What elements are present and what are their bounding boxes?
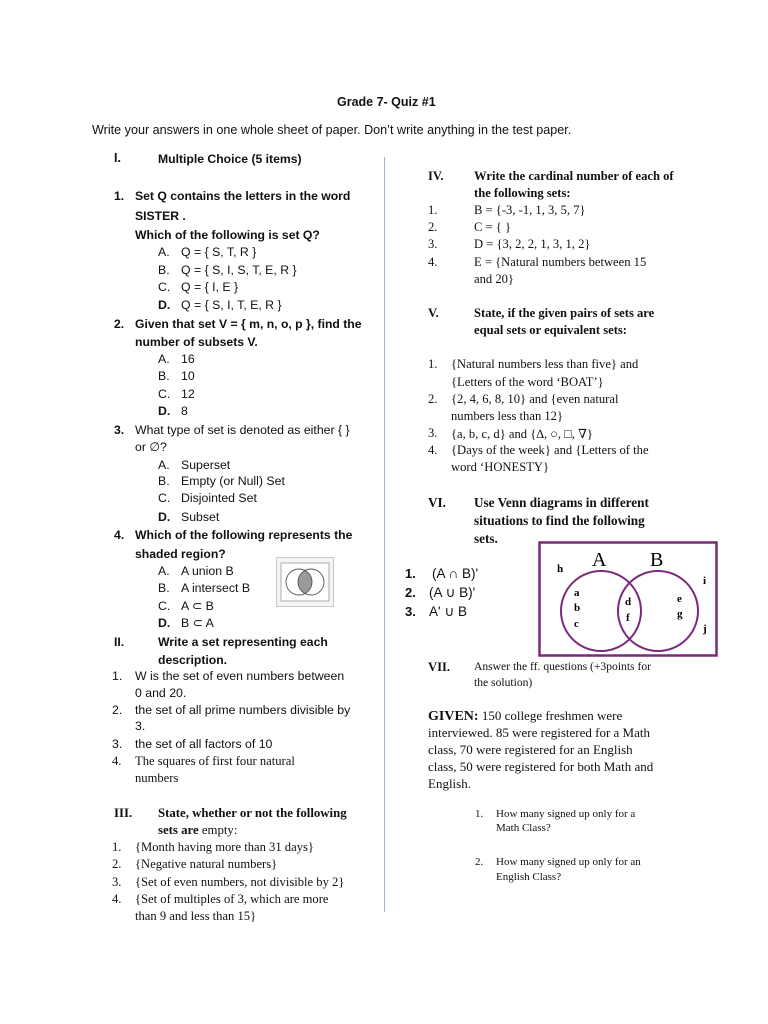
item-text: word ‘HONESTY} xyxy=(451,460,550,474)
option-text: 12 xyxy=(181,387,195,401)
question-number: 2. xyxy=(114,317,125,331)
section-numeral: V. xyxy=(428,306,439,320)
venn-element: e xyxy=(677,593,682,605)
option-text: B ⊂ A xyxy=(181,616,214,630)
item-text: C = { } xyxy=(474,220,512,234)
section-heading xyxy=(158,822,237,840)
item-number: 1. xyxy=(428,203,438,217)
item-number: 1. xyxy=(112,669,123,683)
given-line: English. xyxy=(428,776,471,791)
given-line: interviewed. 85 were registered for a Math xyxy=(428,725,650,740)
option-text: A union B xyxy=(181,564,234,578)
given-line: 150 college freshmen were xyxy=(478,708,623,723)
option-letter: A. xyxy=(158,245,170,259)
section-heading: State, whether or not the following xyxy=(158,806,347,820)
item-text: {Natural numbers less than five} and xyxy=(451,357,639,371)
venn-element: f xyxy=(626,612,630,624)
given-line: class, 70 were registered for an English xyxy=(428,742,633,757)
item-number: 3. xyxy=(428,426,438,440)
column-divider xyxy=(384,157,385,912)
option-text: Empty (or Null) Set xyxy=(181,474,285,488)
question-text: SISTER . xyxy=(135,209,186,223)
question-text: Given that set V = { m, n, o, p }, find the xyxy=(135,317,362,331)
section-heading: Use Venn diagrams in different xyxy=(474,495,649,510)
question-number: 2. xyxy=(475,856,484,868)
item-text: the set of all prime numbers divisible by xyxy=(135,703,351,717)
item-number: 2. xyxy=(405,585,416,600)
item-number: 4. xyxy=(112,892,122,906)
section-numeral: IV. xyxy=(428,169,444,183)
venn-element: j xyxy=(703,623,707,635)
item-text: than 9 and less than 15} xyxy=(135,909,257,923)
section-heading: sets. xyxy=(474,531,498,546)
item-text: {Negative natural numbers} xyxy=(135,857,278,871)
item-number: 3. xyxy=(112,875,122,889)
option-text: Disjointed Set xyxy=(181,491,257,505)
section-numeral: II. xyxy=(114,635,125,649)
section-heading: Answer the ff. questions (+3points for xyxy=(474,660,651,673)
option-letter: B. xyxy=(158,474,170,488)
option-letter: C. xyxy=(158,280,171,294)
section-heading: the following sets: xyxy=(474,186,571,200)
venn-element: i xyxy=(703,575,707,587)
item-text: The squares of first four natural xyxy=(135,754,295,768)
item-text: W is the set of even numbers between xyxy=(135,669,345,683)
item-number: 2. xyxy=(112,703,123,717)
item-text: {a, b, c, d} and {∆, ○, □, ∇} xyxy=(451,427,593,441)
section-heading: equal sets or equivalent sets: xyxy=(474,323,627,337)
item-text: {Set of even numbers, not divisible by 2} xyxy=(135,875,345,889)
option-letter: D. xyxy=(158,616,171,630)
option-text: 8 xyxy=(181,404,188,418)
option-text: Subset xyxy=(181,510,220,524)
option-text: Superset xyxy=(181,458,231,472)
option-text: 10 xyxy=(181,369,195,383)
question-text: number of subsets V. xyxy=(135,335,258,349)
venn-diagram xyxy=(538,541,718,657)
question-text: What type of set is denoted as either { } xyxy=(135,423,350,437)
option-letter: D. xyxy=(158,510,171,524)
option-letter: A. xyxy=(158,564,170,578)
item-number: 2. xyxy=(112,857,122,871)
item-number: 4. xyxy=(428,255,438,269)
item-text: (A ∪ B)' xyxy=(429,585,476,600)
venn-element: g xyxy=(677,608,683,620)
option-letter: C. xyxy=(158,599,171,613)
item-text: {2, 4, 6, 8, 10} and {even natural xyxy=(451,392,619,406)
item-number: 3. xyxy=(405,604,416,619)
venn-element: d xyxy=(625,596,632,608)
option-text: A ⊂ B xyxy=(181,599,214,613)
section-heading: situations to find the following xyxy=(474,513,645,528)
section-heading: State, if the given pairs of sets are xyxy=(474,306,655,320)
option-letter: D. xyxy=(158,404,171,418)
option-letter: B. xyxy=(158,581,170,595)
item-text: D = {3, 2, 2, 1, 3, 1, 2} xyxy=(474,237,591,251)
question-text: Set Q contains the letters in the word xyxy=(135,189,351,203)
heading-plain-part: empty: xyxy=(198,823,238,837)
venn-label-a: A xyxy=(592,549,607,571)
page-title: Grade 7- Quiz #1 xyxy=(337,95,436,109)
option-letter: B. xyxy=(158,369,170,383)
item-number: 2. xyxy=(428,220,438,234)
item-number: 4. xyxy=(428,443,438,457)
heading-bold-part: sets are xyxy=(158,823,199,837)
option-text: 16 xyxy=(181,352,195,366)
item-text: 0 and 20. xyxy=(135,686,187,700)
item-text: {Letters of the word ‘BOAT’} xyxy=(451,375,604,389)
option-letter: B. xyxy=(158,263,170,277)
item-number: 1. xyxy=(428,357,438,371)
option-text: Q = { I, E } xyxy=(181,280,239,294)
section-heading: Multiple Choice (5 items) xyxy=(158,152,302,166)
option-text: Q = { S, I, S, T, E, R } xyxy=(181,263,297,277)
venn-element: a xyxy=(574,587,580,599)
option-text: Q = { S, T, R } xyxy=(181,245,257,259)
item-text: {Days of the week} and {Letters of the xyxy=(451,443,649,457)
item-text: numbers less than 12} xyxy=(451,409,564,423)
section-heading: Write a set representing each xyxy=(158,635,328,649)
item-text: B = {-3, -1, 1, 3, 5, 7} xyxy=(474,203,586,217)
item-number: 3. xyxy=(112,737,123,751)
item-number: 4. xyxy=(112,754,122,768)
option-text: Q = { S, I, T, E, R } xyxy=(181,298,282,312)
question-text: Which of the following represents the xyxy=(135,528,353,542)
section-numeral: VI. xyxy=(428,495,446,510)
question-number: 4. xyxy=(114,528,125,542)
question-number: 3. xyxy=(114,423,125,437)
question-text: Math Class? xyxy=(496,822,551,834)
section-numeral: I. xyxy=(114,151,121,165)
question-text: Which of the following is set Q? xyxy=(135,228,320,242)
section-numeral: III. xyxy=(114,806,133,820)
item-number: 2. xyxy=(428,392,438,406)
given-line: class, 50 were registered for both Math and xyxy=(428,759,654,774)
option-letter: D. xyxy=(158,298,171,312)
item-text: {Month having more than 31 days} xyxy=(135,840,314,854)
item-text: A' ∪ B xyxy=(429,604,467,619)
question-text: How many signed up only for an xyxy=(496,856,641,868)
venn-element: h xyxy=(557,563,564,575)
item-text: (A ∩ B)' xyxy=(432,566,479,581)
item-text: numbers xyxy=(135,771,179,785)
venn-label-b: B xyxy=(650,549,664,571)
option-letter: C. xyxy=(158,387,171,401)
section-numeral: VII. xyxy=(428,660,451,674)
item-text: E = {Natural numbers between 15 xyxy=(474,255,647,269)
venn-element: b xyxy=(574,602,581,614)
question-number: 1. xyxy=(475,808,484,820)
question-text: or ∅? xyxy=(135,440,167,454)
item-number: 3. xyxy=(428,237,438,251)
option-letter: C. xyxy=(158,491,171,505)
section-heading: Write the cardinal number of each of xyxy=(474,169,674,183)
option-letter: A. xyxy=(158,458,170,472)
question-text: How many signed up only for a xyxy=(496,808,636,820)
instructions: Write your answers in one whole sheet of paper. Don’t write anything in the test paper. xyxy=(92,123,572,137)
given-label: GIVEN: xyxy=(428,709,479,724)
option-letter: A. xyxy=(158,352,170,366)
venn-element: c xyxy=(574,618,579,630)
item-text: 3. xyxy=(135,719,146,733)
question-number: 1. xyxy=(114,189,125,203)
item-number: 1. xyxy=(112,840,122,854)
given-text xyxy=(428,708,622,725)
section-heading: description. xyxy=(158,653,228,667)
option-text: A intersect B xyxy=(181,581,251,595)
section-heading: the solution) xyxy=(474,676,533,689)
shaded-region-venn-thumbnail xyxy=(276,557,334,607)
item-text: {Set of multiples of 3, which are more xyxy=(135,892,329,906)
question-text: English Class? xyxy=(496,871,562,883)
item-text: and 20} xyxy=(474,272,514,286)
item-number: 1. xyxy=(405,566,416,581)
question-text: shaded region? xyxy=(135,547,226,561)
item-text: the set of all factors of 10 xyxy=(135,737,273,751)
